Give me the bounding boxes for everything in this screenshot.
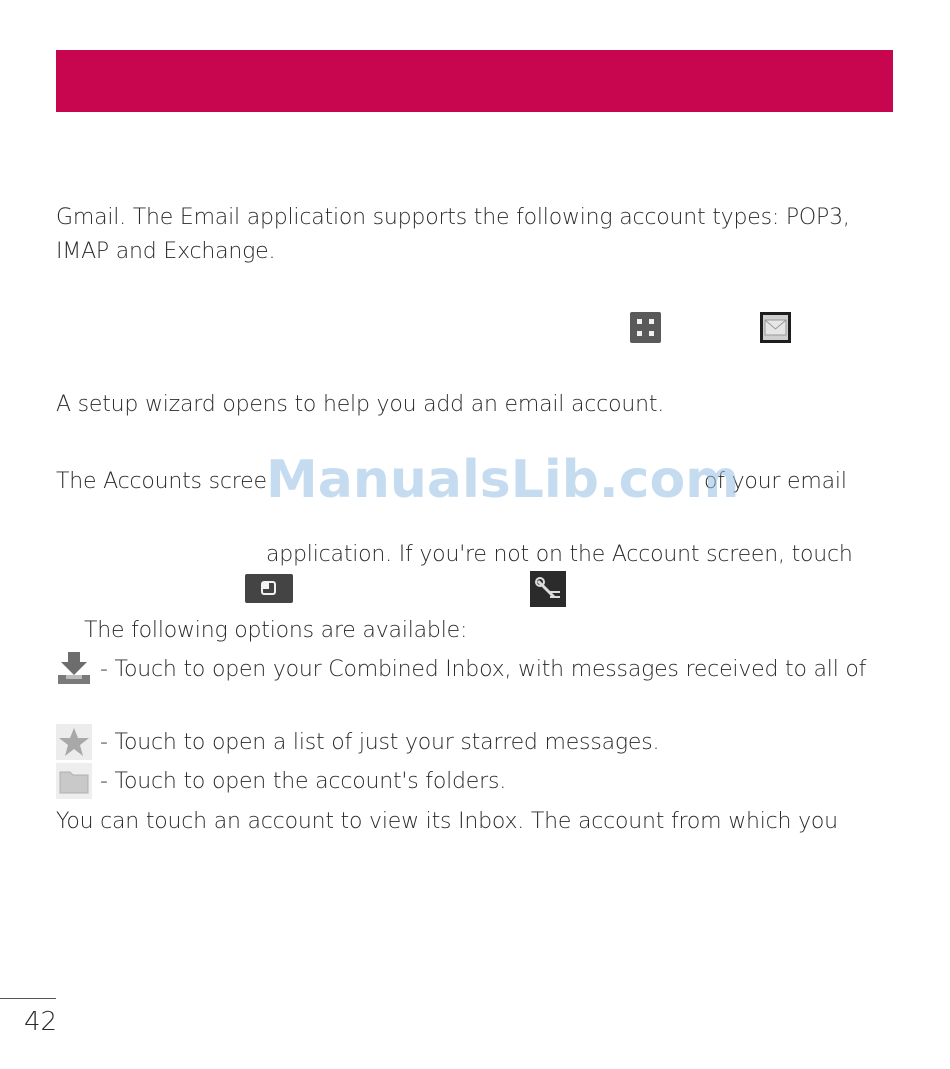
option-text: - Touch to open your Combined Inbox, with messages received to all of bbox=[100, 657, 867, 682]
body-text-line: The Accounts scree bbox=[56, 469, 267, 494]
footer-rule bbox=[0, 998, 56, 999]
page-number: 42 bbox=[24, 1007, 58, 1037]
body-text-line: application. If you're not on the Account screen, touch bbox=[266, 542, 853, 567]
body-text-line: You can touch an account to view its Inbox. The account from which you bbox=[56, 809, 838, 834]
body-text-line: The following options are available: bbox=[84, 618, 468, 643]
account-settings-icon bbox=[530, 571, 566, 607]
option-text: - Touch to open a list of just your starred messages. bbox=[100, 730, 660, 755]
folder-icon bbox=[56, 763, 92, 799]
apps-grid-icon bbox=[630, 312, 661, 343]
body-text-line: A setup wizard opens to help you add an email account. bbox=[56, 392, 665, 417]
body-text-line: Gmail. The Email application supports the following account types: POP3, bbox=[56, 205, 850, 230]
back-key-icon bbox=[245, 574, 293, 603]
body-text-line: of your email bbox=[704, 469, 847, 494]
star-icon bbox=[56, 724, 92, 760]
email-envelope-icon bbox=[760, 312, 791, 343]
combined-inbox-icon bbox=[56, 650, 92, 686]
section-header-bar bbox=[56, 50, 893, 112]
option-text: - Touch to open the account's folders. bbox=[100, 769, 507, 794]
body-text-line: IMAP and Exchange. bbox=[56, 239, 276, 264]
watermark: ManualsLib.com bbox=[266, 450, 740, 510]
